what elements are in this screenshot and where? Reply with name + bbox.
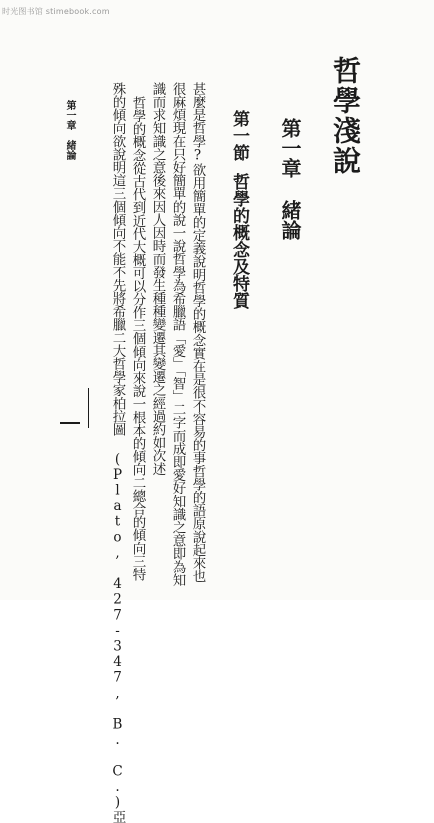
body-text-column: 殊的傾向欲說明這三個傾向不能不先將希臘二大哲學家柏拉圖 (Plato, 427-347, B. C.)亞 <box>109 82 126 823</box>
body-text-column: 很麻煩現在只好簡單的說一說哲學為希臘語「愛」「智」二字而成即愛好知識之意即為知 <box>169 82 186 587</box>
section-number: 第一節 <box>229 110 249 161</box>
running-head-title: 緒論 <box>64 140 75 160</box>
page-number <box>60 422 80 424</box>
book-title: 哲學淺說 <box>329 56 362 176</box>
chapter-heading <box>280 118 300 240</box>
running-head-chapter: 第一章 <box>64 100 75 130</box>
section-heading <box>230 110 247 309</box>
chapter-number: 第一章 <box>278 118 302 178</box>
page-number-text <box>60 422 61 423</box>
proper-noun-underline <box>88 388 89 428</box>
body-text-column: 識而求知識之意後來因人因時而發生種種變遷其變遷之經過約如次述 <box>149 82 166 476</box>
chapter-title: 緒論 <box>278 200 302 240</box>
section-title: 哲學的概念及特質 <box>229 173 249 309</box>
site-watermark: 时光图书馆 stimebook.com <box>2 7 110 16</box>
body-text-column: 哲學的概念從古代到近代大概可以分作三個傾向來說一根本的傾向二總合的傾向三特 <box>129 96 146 581</box>
body-text-column: 甚麼是哲學?欲用簡單的定義說明哲學的概念實在是很不容易的事哲學的語原說起來也 <box>189 82 206 583</box>
running-head <box>64 100 74 160</box>
